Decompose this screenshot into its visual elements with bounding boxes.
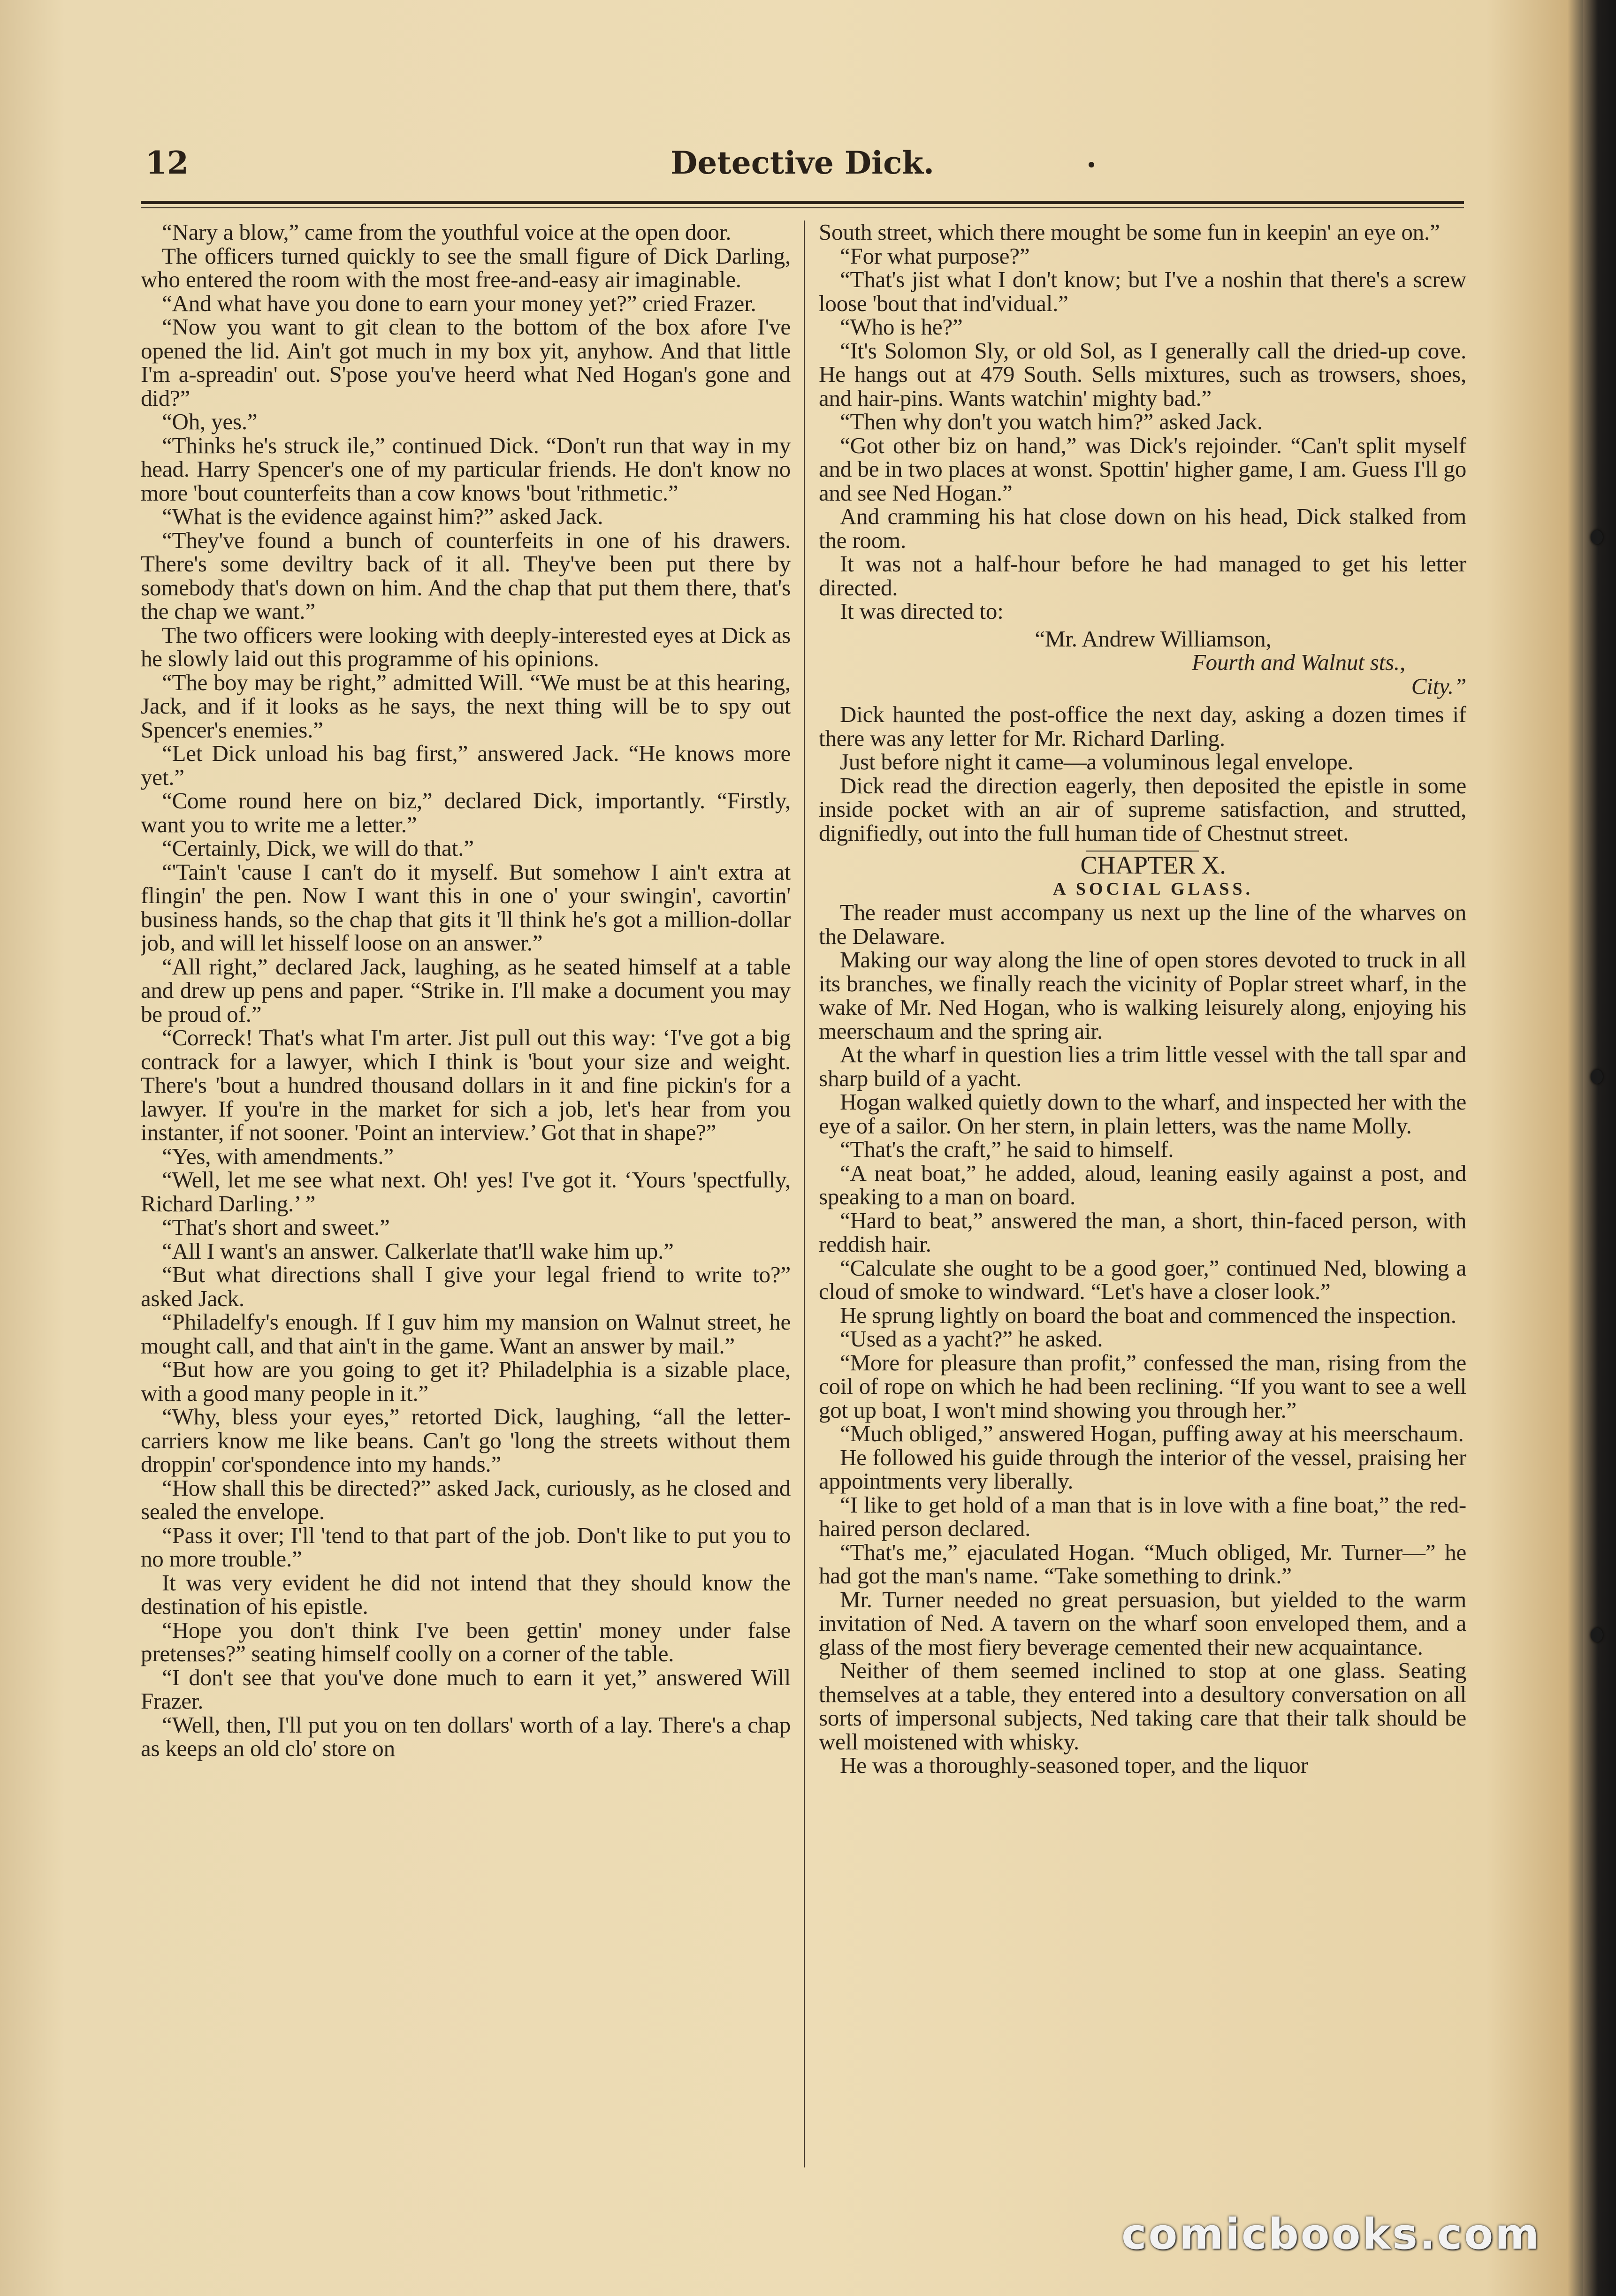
paragraph: “Got other biz on hand,” was Dick's rejoinder. “Can't split myself and be in two places at wonst. Spottin' higher game, I am. Guess I'll go and see Ned Hogan.” <box>819 432 1466 506</box>
paragraph: “A neat boat,” he added, aloud, leaning easily against a post, and speaking to a man on board. <box>819 1160 1466 1209</box>
paragraph: At the wharf in question lies a trim little vessel with the tall spar and sharp build of a yacht. <box>819 1042 1466 1091</box>
paragraph: “Much obliged,” answered Hogan, puffing away at his meerschaum. <box>840 1421 1464 1446</box>
paragraph: “How shall this be directed?” asked Jack, curiously, as he closed and sealed the envelope. <box>141 1475 791 1524</box>
paragraph: “The boy may be right,” admitted Will. “We must be at this hearing, Jack, and if it looks as he says, the next thing will be to spy out Spencer's enemies.” <box>141 669 791 743</box>
paragraph: The reader must accompany us next up the line of the wharves on the Delaware. <box>819 899 1466 949</box>
paragraph: The officers turned quickly to see the small figure of Dick Darling, who entered the room with the most free-and-easy air imaginable. <box>141 243 791 292</box>
paragraph: “Hope you don't think I've been gettin' money under false pretenses?” seating himself coolly on a corner of the table. <box>141 1617 791 1666</box>
paragraph: “That's the craft,” he said to himself. <box>840 1136 1174 1162</box>
paragraph: Dick read the direction eagerly, then deposited the epistle in some inside pocket with an air of supreme satisfaction, and strutted, dignifiedly, out into the full human tide of Chestnut street. <box>819 772 1466 846</box>
left-column <box>141 220 791 2172</box>
paragraph: “Yes, with amendments.” <box>162 1143 394 1169</box>
paragraph: “Oh, yes.” <box>162 409 258 434</box>
paragraph: “What is the evidence against him?” asked Jack. <box>162 503 603 529</box>
paragraph: “Correck! That's what I'm arter. Jist pull out this way: ‘I've got a big contrack for a lawyer, which I think is 'bout your size and weight. There's 'bout a hundred thousand dollars in it and fine pickin's for a lawyer. If you're in the market for sich a job, let's hear from you instanter, if not sooner. 'Point an interview.’ Got that in shape?” <box>141 1025 791 1145</box>
paragraph: “Certainly, Dick, we will do that.” <box>162 835 474 861</box>
binding-gutter <box>1583 0 1616 2296</box>
paragraph: “Who is he?” <box>840 314 963 340</box>
paragraph: “For what purpose?” <box>840 243 1030 269</box>
header-rule-thin <box>141 207 1464 208</box>
staple <box>1591 1070 1603 1084</box>
paragraph: The two officers were looking with deeply-interested eyes at Dick as he slowly laid out this programme of his opinions. <box>141 622 791 671</box>
paragraph: “Then why don't you watch him?” asked Jack. <box>840 409 1263 434</box>
paragraph: He sprung lightly on board the boat and commenced the inspection. <box>840 1302 1456 1328</box>
paragraph: “I don't see that you've done much to earn it yet,” answered Will Frazer. <box>141 1664 791 1714</box>
paragraph: “They've found a bunch of counterfeits in one of his drawers. There's some deviltry back of it all. They've been put there by somebody that's down on him. And the chap that put them there, that's the chap we want.” <box>141 527 791 624</box>
paragraph: “All I want's an answer. Calkerlate that'll wake him up.” <box>162 1238 674 1264</box>
paragraph: “That's jist what I don't know; but I've a noshin that there's a screw loose 'bout that ind'vidual.” <box>819 266 1466 316</box>
address-line-city: City.” <box>1411 673 1466 699</box>
paragraph: “Nary a blow,” came from the youthful voice at the open door. <box>162 220 732 245</box>
right-column <box>819 220 1466 2172</box>
paragraph: He followed his guide through the interior of the vessel, praising her appointments very liberally. <box>819 1444 1466 1494</box>
paragraph: “But how are you going to get it? Philadelphia is a sizable place, with a good many people in it.” <box>141 1356 791 1406</box>
paragraph: Dick haunted the post-office the next day, asking a dozen times if there was any letter for Mr. Richard Darling. <box>819 701 1466 751</box>
paragraph: South street, which there mought be some fun in keepin' an eye on.” <box>819 220 1440 245</box>
paragraph: “Well, then, I'll put you on ten dollars' worth of a lay. There's a chap as keeps an old clo' store on <box>141 1711 791 1761</box>
paragraph: “Well, let me see what next. Oh! yes! I've got it. ‘Yours 'spectfully, Richard Darling.’ ” <box>141 1167 791 1216</box>
paragraph: And cramming his hat close down on his head, Dick stalked from the room. <box>819 503 1466 553</box>
page-number: 12 <box>145 144 189 181</box>
paragraph: “But what directions shall I give your legal friend to write to?” asked Jack. <box>141 1262 791 1311</box>
address-line-name: “Mr. Andrew Williamson, <box>1035 625 1272 652</box>
paragraph: “Let Dick unload his bag first,” answered Jack. “He knows more yet.” <box>141 740 791 790</box>
paragraph: It was not a half-hour before he had managed to get his letter directed. <box>819 551 1466 601</box>
paragraph: “'Tain't 'cause I can't do it myself. But somehow I ain't extra at flingin' the pen. Now I want this in one o' your swingin', cavortin' business hands, so the chap that gits it 'll think he's got a million-dollar job, and will let hisself loose on an answer.” <box>141 859 791 956</box>
address-line-street: Fourth and Walnut sts., <box>1191 649 1405 675</box>
chapter-heading: CHAPTER X. <box>1080 851 1226 879</box>
running-title: Detective Dick. <box>671 144 934 181</box>
paragraph: He was a thoroughly-seasoned toper, and the liquor <box>840 1752 1308 1778</box>
paragraph: “I like to get hold of a man that is in love with a fine boat,” the red-haired person declared. <box>819 1491 1466 1541</box>
paragraph: “Now you want to git clean to the bottom of the box afore I've opened the lid. Ain't got much in my box yit, anyhow. And that little I'm a-spreadin' out. S'pose you've heerd what Ned Hogan's gone and did?” <box>141 314 791 411</box>
column-divider <box>804 220 805 2167</box>
paragraph: “More for pleasure than profit,” confessed the man, rising from the coil of rope on which he had been reclining. “If you want to see a well got up boat, I won't mind showing you through her.” <box>819 1349 1466 1423</box>
header-rule <box>141 201 1464 204</box>
paragraph: “Calculate she ought to be a good goer,” continued Ned, blowing a cloud of smoke to windward. “Let's have a closer look.” <box>819 1254 1466 1304</box>
paragraph: Neither of them seemed inclined to stop at one glass. Seating themselves at a table, they entered into a desultory conversation on all sorts of impersonal subjects, Ned taking care that their talk should be well moistened with whisky. <box>819 1657 1466 1755</box>
paragraph: “All right,” declared Jack, laughing, as he seated himself at a table and drew up pens and paper. “Strike in. I'll make a document you may be proud of.” <box>141 953 791 1027</box>
staple <box>1591 530 1603 544</box>
paragraph: It was very evident he did not intend that they should know the destination of his epistle. <box>141 1569 791 1619</box>
paragraph: Just before night it came—a voluminous legal envelope. <box>840 749 1354 775</box>
paragraph: “And what have you done to earn your money yet?” cried Frazer. <box>162 290 756 316</box>
paragraph: Making our way along the line of open stores devoted to truck in all its branches, we finally reach the vicinity of Poplar street wharf, in the wake of Mr. Ned Hogan, who is walking leisurely along, enjoying his meerschaum and the spring air. <box>819 947 1466 1044</box>
paragraph: “Pass it over; I'll 'tend to that part of the job. Don't like to put you to no more trouble.” <box>141 1522 791 1572</box>
watermark: comicbooks.com <box>1121 2210 1541 2259</box>
paragraph: Mr. Turner needed no great persuasion, but yielded to the warm invitation of Ned. A tavern on the wharf soon enveloped them, and a glass of the most fiery beverage cemented their new acquaintance. <box>819 1586 1466 1660</box>
paragraph: “Thinks he's struck ile,” continued Dick. “Don't run that way in my head. Harry Spencer's one of my particular friends. He don't know no more 'bout counterfeits than a cow knows 'bout 'rithmetic.” <box>141 432 791 506</box>
paragraph: Hogan walked quietly down to the wharf, and inspected her with the eye of a sailor. On her stern, in plain letters, was the name Molly. <box>819 1089 1466 1139</box>
paragraph: “Hard to beat,” answered the man, a short, thin-faced person, with reddish hair. <box>819 1207 1466 1257</box>
paragraph: It was directed to: <box>840 598 1004 624</box>
ink-dot <box>1089 162 1094 167</box>
letter-address <box>819 627 1466 699</box>
paragraph: “It's Solomon Sly, or old Sol, as I generally call the dried-up cove. He hangs out at 479 South. Sells mixtures, such as trowsers, shoes, and hair-pins. Wants watchin' mighty bad.” <box>819 337 1466 411</box>
paragraph: “Come round here on biz,” declared Dick, importantly. “Firstly, want you to write me a letter.” <box>141 788 791 837</box>
paragraph: “That's short and sweet.” <box>162 1214 390 1240</box>
paragraph: “Why, bless your eyes,” retorted Dick, laughing, “all the letter-carriers know me like beans. Can't go 'long the streets without them droppin' cor'spondence into my hands.” <box>141 1404 791 1477</box>
chapter-title: A SOCIAL GLASS. <box>1052 879 1254 899</box>
paragraph: “That's me,” ejaculated Hogan. “Much obliged, Mr. Turner—” he had got the man's name. “Take something to drink.” <box>819 1539 1466 1589</box>
paragraph: “Philadelfy's enough. If I guv him my mansion on Walnut street, he mought call, and that ain't in the game. Want an answer by mail.” <box>141 1309 791 1359</box>
page-header <box>141 141 1464 197</box>
paragraph: “Used as a yacht?” he asked. <box>840 1326 1103 1352</box>
staple <box>1591 1628 1603 1642</box>
